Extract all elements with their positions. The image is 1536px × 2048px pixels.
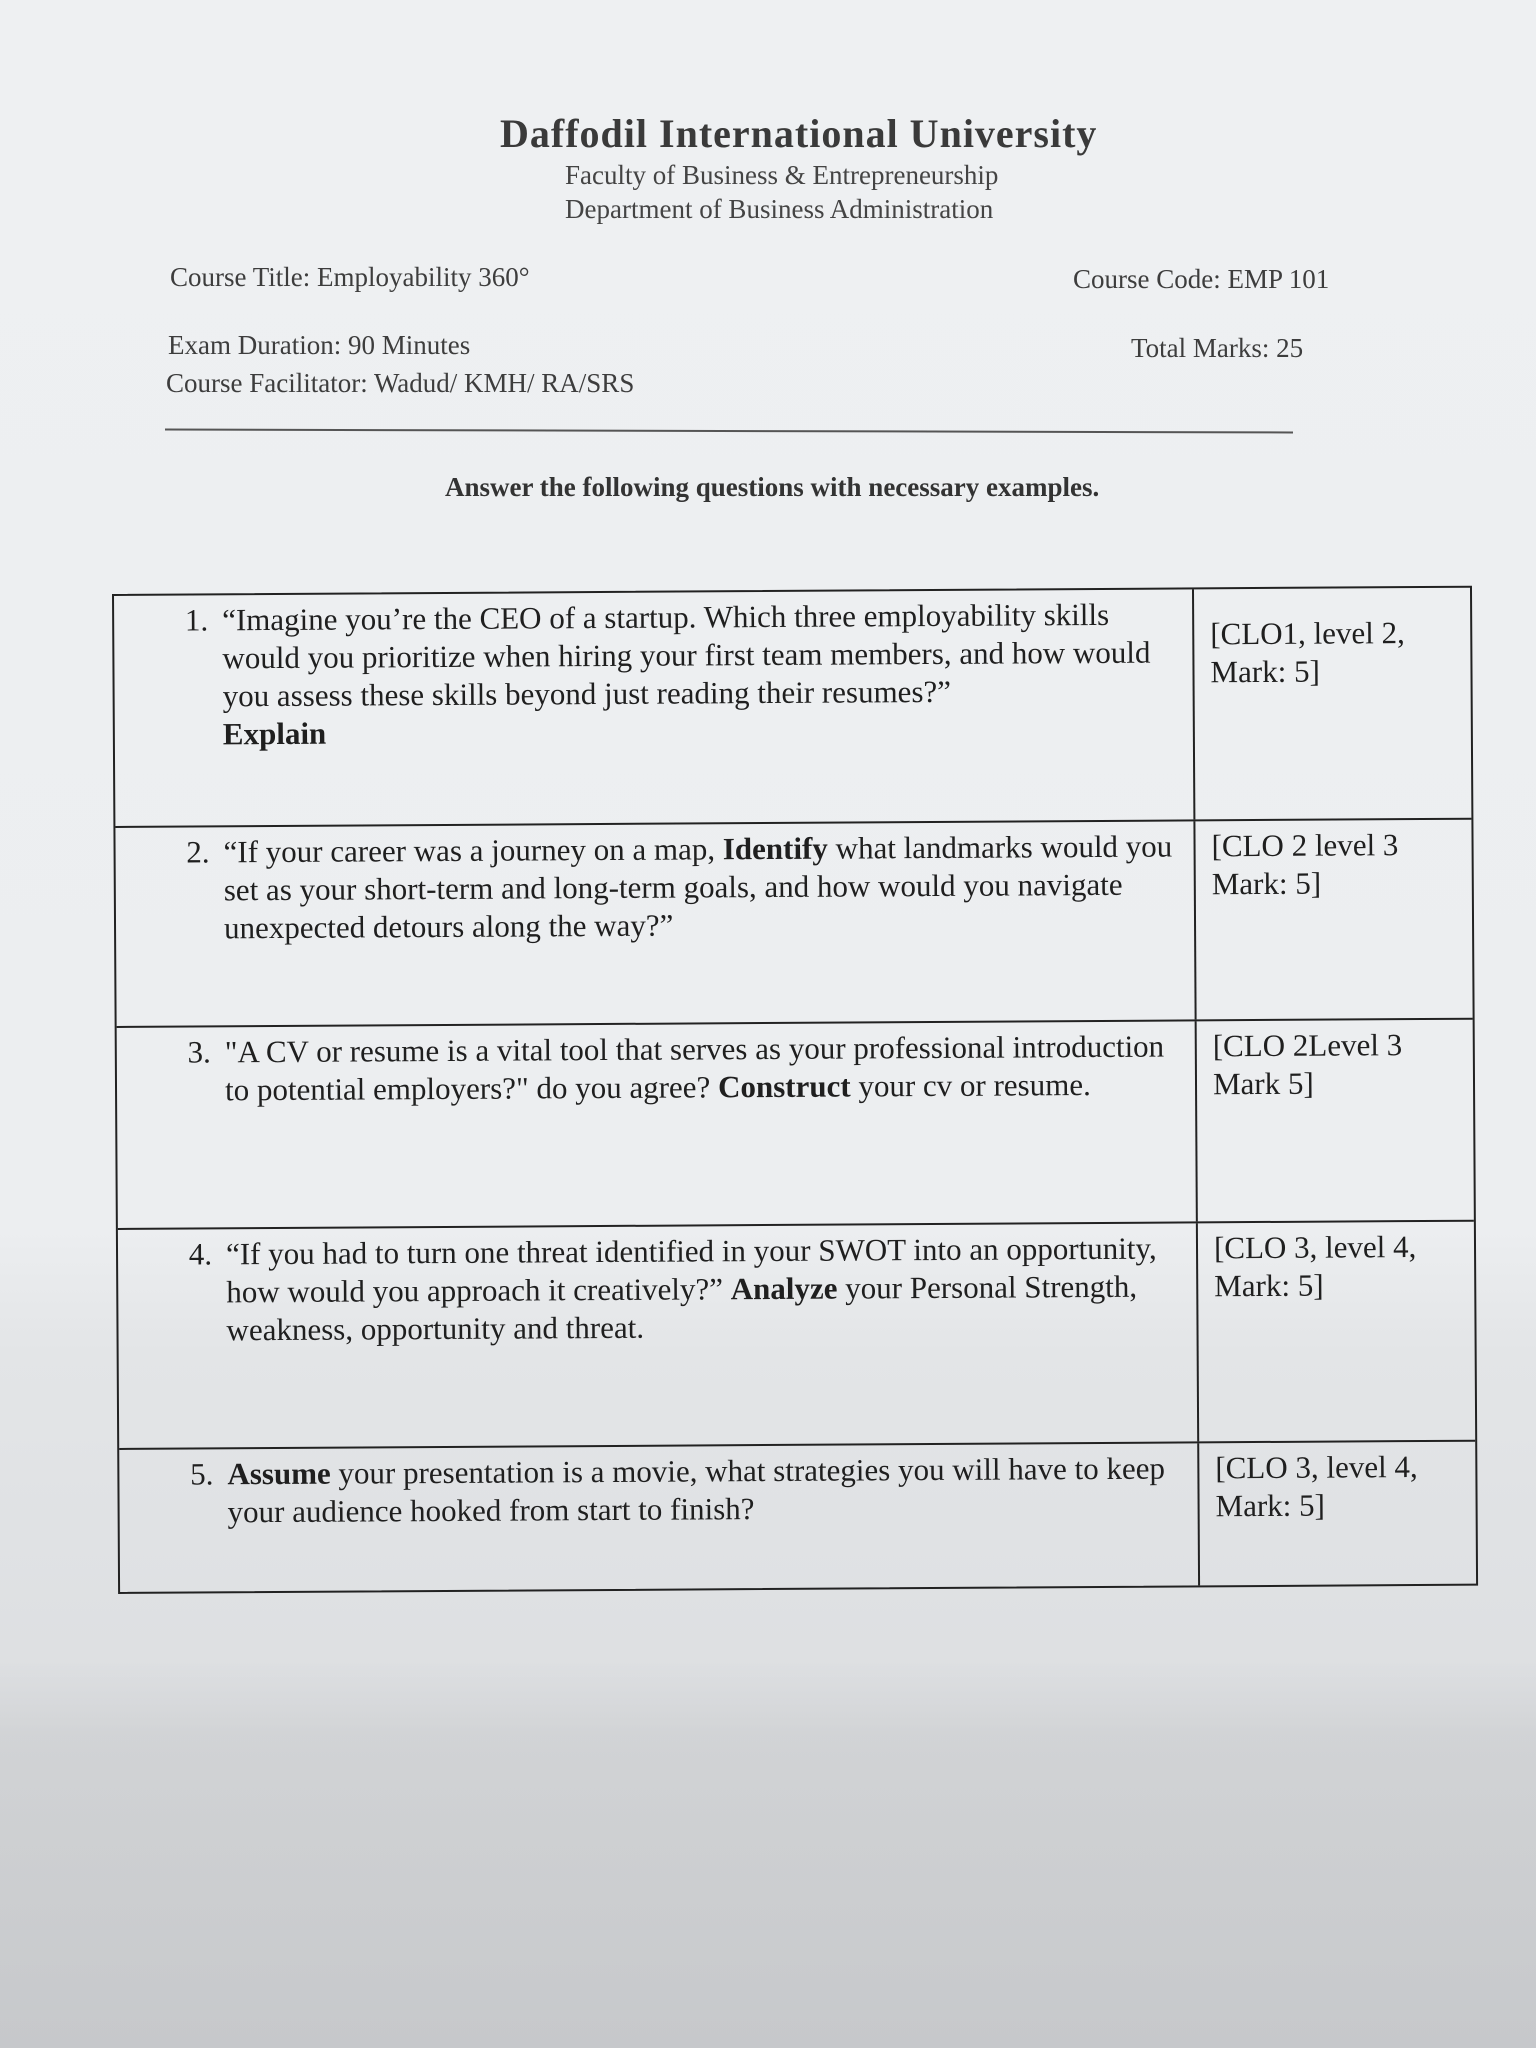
question-prompt-cont: your presentation is a movie, what strategies you will have to keep your audience hooked from start to finish? — [227, 1450, 1166, 1530]
question-mark: [CLO1, level 2, Mark: 5] — [1210, 615, 1405, 690]
question-mark: [CLO 3, level 4, Mark: 5] — [1213, 1229, 1417, 1304]
question-text-cell — [114, 589, 1195, 826]
course-title: Course Title: Employability 360° — [170, 262, 530, 292]
question-row — [118, 1220, 1475, 1448]
question-prompt-cont: your cv or resume. — [858, 1067, 1091, 1104]
question-number: 4. — [188, 1236, 213, 1272]
question-text — [226, 1229, 1187, 1437]
question-text-cell — [119, 1443, 1200, 1592]
question-text — [227, 1449, 1188, 1581]
question-text-cell — [115, 821, 1196, 1026]
course-facilitator: Course Facilitator: Wadud/ KMH/ RA/SRS — [166, 368, 635, 398]
question-row — [117, 1018, 1474, 1228]
question-row — [115, 818, 1472, 1026]
question-number: 3. — [187, 1034, 211, 1070]
paper-shadow — [0, 1660, 1536, 2048]
question-table — [112, 586, 1478, 1594]
faculty-name: Faculty of Business & Entrepreneurship — [565, 160, 999, 190]
question-mark: [CLO 3, level 4, Mark: 5] — [1215, 1449, 1418, 1524]
question-text — [225, 1027, 1186, 1217]
total-marks: Total Marks: 25 — [1131, 333, 1304, 363]
question-verb: Identify — [722, 830, 828, 867]
question-verb: Explain — [222, 715, 327, 752]
course-code: Course Code: EMP 101 — [1073, 264, 1330, 294]
question-number: 2. — [186, 834, 210, 870]
exam-duration: Exam Duration: 90 Minutes — [168, 330, 471, 360]
question-mark: [CLO 2 level 3 Mark: 5] — [1211, 827, 1399, 902]
question-prompt-cont: your Personal Strength, weakness, opportunity and threat. — [226, 1268, 1138, 1348]
question-prompt-cont: what landmarks would you set as your short-term and long-term goals, and how would you navigate unexpected detours along the way?” — [223, 828, 1173, 946]
question-text-cell — [117, 1021, 1198, 1228]
instruction-text: Answer the following questions with necessary examples. — [445, 472, 1100, 502]
university-name: Daffodil International University — [500, 111, 1098, 156]
question-text — [222, 595, 1183, 815]
question-text-cell — [118, 1223, 1199, 1448]
question-row — [119, 1440, 1476, 1592]
question-verb: Analyze — [730, 1270, 838, 1307]
question-number: 1. — [184, 602, 209, 638]
question-prompt: “If you had to turn one threat identified in your SWOT into an opportunity, how would you approach it creatively?” — [225, 1230, 1157, 1310]
question-mark: [CLO 2Level 3 Mark 5] — [1212, 1027, 1403, 1102]
question-verb: Construct — [717, 1068, 851, 1105]
question-prompt: “If your career was a journey on a map, — [223, 831, 716, 870]
question-prompt: “Imagine you’re the CEO of a startup. Which three employability skills would you prioritize when hiring your first team members, and how would you assess these skills beyond just reading their resumes?” — [222, 596, 1151, 714]
question-prompt: "A CV or resume is a vital tool that serves as your professional introduction to potential employers?" do you agree? — [224, 1028, 1165, 1108]
department-name: Department of Business Administration — [565, 194, 994, 224]
question-text — [223, 827, 1184, 1015]
question-number: 5. — [190, 1456, 214, 1492]
question-row — [114, 588, 1471, 826]
question-verb: Assume — [227, 1455, 331, 1492]
